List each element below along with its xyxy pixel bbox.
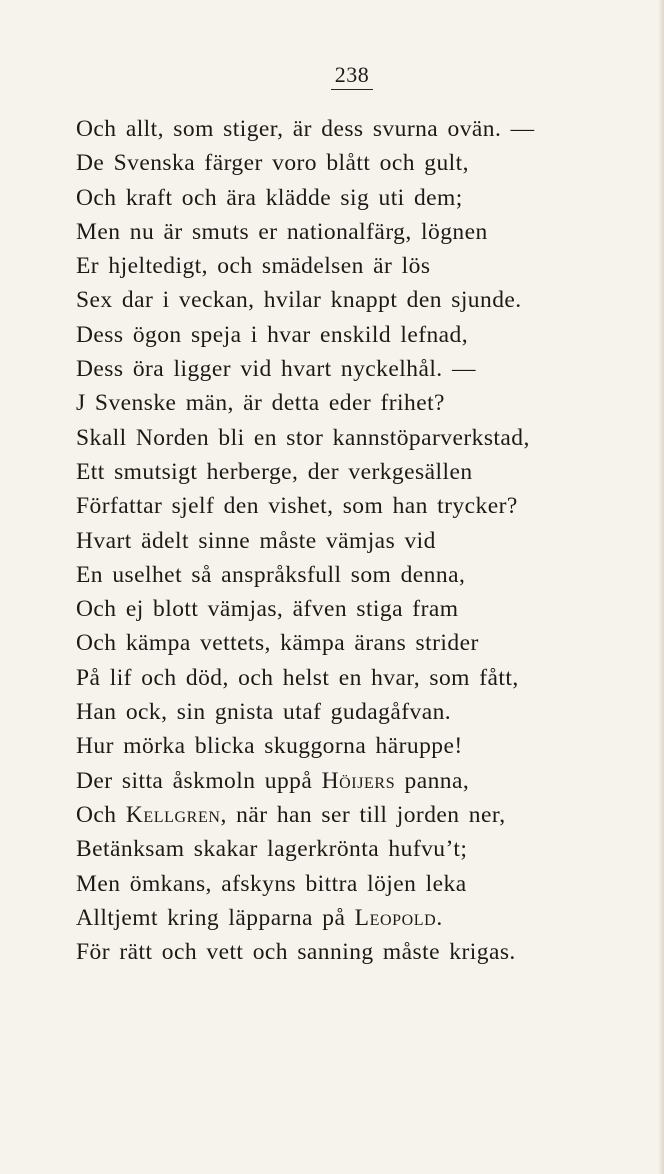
poem-line [76,661,646,695]
poem-line [76,524,646,558]
poem-line-text: , när han ser till jorden ner, [220,801,506,828]
poem-line-text: Men nu är smuts er nationalfärg, lögnen [76,218,488,245]
poem-line [76,386,646,420]
poem-line-text: Er hjeltedigt, och smädelsen är lös [76,253,431,280]
poem-line-text: Författar sjelf den vishet, som han trycker? [76,493,518,520]
poem-line-text: Hur mörka blicka skuggorna häruppe! [76,733,463,760]
poem-text [76,112,646,969]
poem-line-text: Dess öra ligger vid hvart nyckelhål. — [76,356,476,383]
poem-name-smallcaps: Kellgren [125,801,221,828]
poem-line [76,489,646,523]
poem-line [76,558,646,592]
poem-line-text: Och kraft och ära klädde sig uti dem; [76,184,463,211]
poem-line [76,626,646,660]
poem-line [76,146,646,180]
poem-line-text: Hvart ädelt sinne måste vämjas vid [76,527,436,554]
poem-line [76,867,646,901]
poem-line-text: Ett smutsigt herberge, der verkgesällen [76,458,473,485]
poem-line-text: Betänksam skakar lagerkrönta hufvu’t; [76,836,468,863]
poem-name-smallcaps: Höijers [321,767,396,794]
poem-line-text: På lif och död, och helst en hvar, som fått, [76,664,519,691]
poem-line [76,901,646,935]
poem-line-text: Han ock, sin gnista utaf gudagåfvan. [76,699,452,726]
poem-line-text: Alltjemt kring läpparna på [76,904,355,931]
poem-line-text: Sex dar i veckan, hvilar knappt den sjunde. [76,287,522,314]
poem-line [76,798,646,832]
poem-line [76,764,646,798]
poem-line-text: . [436,904,443,931]
page-number-text: 238 [331,62,374,90]
poem-line-text: Dess ögon speja i hvar enskild lefnad, [76,321,469,348]
poem-line-text: Och ej blott vämjas, äfven stiga fram [76,596,459,623]
poem-line-text: En uselhet så anspråksfull som denna, [76,561,466,588]
poem-line [76,455,646,489]
poem-line [76,112,646,146]
poem-line-text: Och allt, som stiger, är dess svurna ovän. — [76,116,535,142]
poem-line-text: För rätt och vett och sanning måste krigas. [76,939,516,966]
poem-line-text: panna, [395,767,470,794]
poem-line-text: Och [76,801,126,828]
poem-line-text: Skall Norden bli en stor kannstöparverkstad, [76,424,530,451]
poem-line [76,318,646,352]
poem-line [76,421,646,455]
poem-line [76,249,646,283]
poem-line-text: De Svenska färger voro blått och gult, [76,150,469,177]
poem-line-text: J Svenske män, är detta eder frihet? [76,390,445,417]
poem-name-smallcaps: Leopold [354,904,437,931]
poem-line [76,215,646,249]
poem-line [76,283,646,317]
poem-line [76,592,646,626]
poem-line [76,695,646,729]
page-number [0,62,664,90]
poem-line [76,181,646,215]
poem-line [76,352,646,386]
poem-line [76,729,646,763]
poem-line-text: Men ömkans, afskyns bittra löjen leka [76,870,467,897]
poem-line-text: Der sitta åskmoln uppå [76,767,322,794]
page-edge-shadow [658,0,664,1174]
poem-line-text: Och kämpa vettets, kämpa ärans strider [76,630,479,657]
poem-line [76,832,646,866]
poem-line [76,935,646,969]
